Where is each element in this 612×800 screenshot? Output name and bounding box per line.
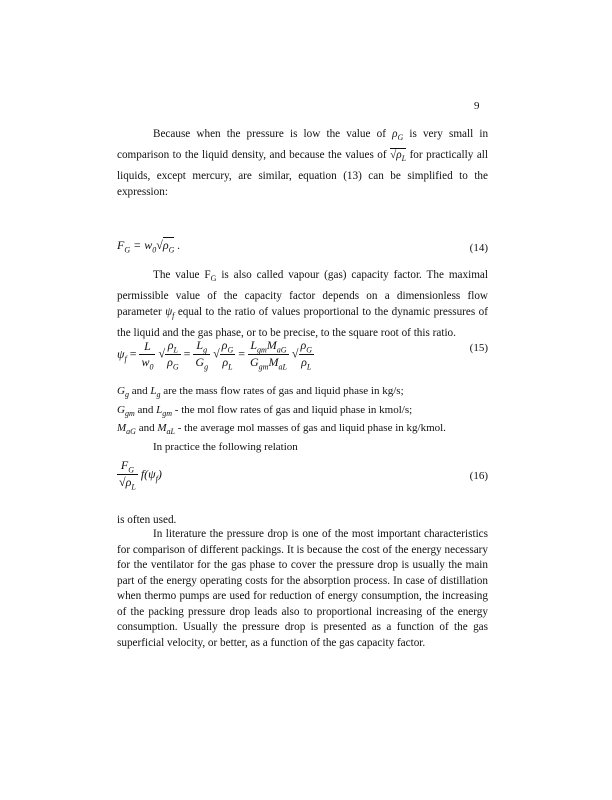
paragraph-1: Because when the pressure is low the value of $\rho_G$ is very small in comparison to the liquid density, and because the values of $√\rho_L$ for practically all liquids, except mercury, are similar, equation (13) can be simplified to the expression: <box>117 128 489 199</box>
definitions: $G_g$ and $L_g$ are the mass flow rates of gas and liquid phase in kg/s; $G_{gm}$ and $L_{gm}$ - the mol flow rates of gas and liquid phase in kmol/s; $M_{aG}$ and $M_{aL}$ - the average mol masses of gas and liquid phase in kg/kmol. In practice the following relation <box>117 385 446 454</box>
equation-15: $\psi_f$ = $\frac{L}{w_0}$ √ $\frac{\rho_L}{\rho_G}$ = $\frac{L_g}{G_g}$ √ $\frac{\rho_G}{\rho_L}$ = $\frac{L_{gm}M_{aG}}{G_{gm}M_{aL}}$ √ $\frac{\rho_G}{\rho_L}$ (15) <box>117 338 488 372</box>
paragraph-3-lead: is often used. <box>117 514 177 526</box>
equation-16: $\frac{F_G}{√\rho_L}$ $f(\psi_f)$ (16) <box>119 458 488 492</box>
page-number: 9 <box>474 100 480 112</box>
equation-number: (16) <box>469 470 488 482</box>
paragraph-3: In literature the pressure drop is one of the most important characteristics for comparison of different packings. It is because the cost of the energy necessary for the ventilator for the gas phase to cover the pressure drop is usually the main part of the energy operating costs for the absorption process. In case of distillation when thermo pumps are used for reduction of energy consumption, the increasing of the packing pressure drop leads also to proportional increasing of the energy consumption. Usually the pressure drop is presented as a function of the gas superficial velocity, or better, as a function of the gas capacity factor. <box>117 528 488 649</box>
equation-number: (14) <box>469 242 488 254</box>
equation-14: $F_G = w_0√\rho_G$ . (14) <box>117 238 488 255</box>
equation-number: (15) <box>469 342 488 354</box>
paragraph-2: The value $F_G$ is also called vapour (gas) capacity factor. The maximal permissible value of the capacity factor depends on a dimensionless flow parameter $\psi_f$ equal to the ratio of values proportional to the dynamic pressures of the liquid and the gas phase, or to be precise, to the square root of this ratio. <box>117 269 488 340</box>
